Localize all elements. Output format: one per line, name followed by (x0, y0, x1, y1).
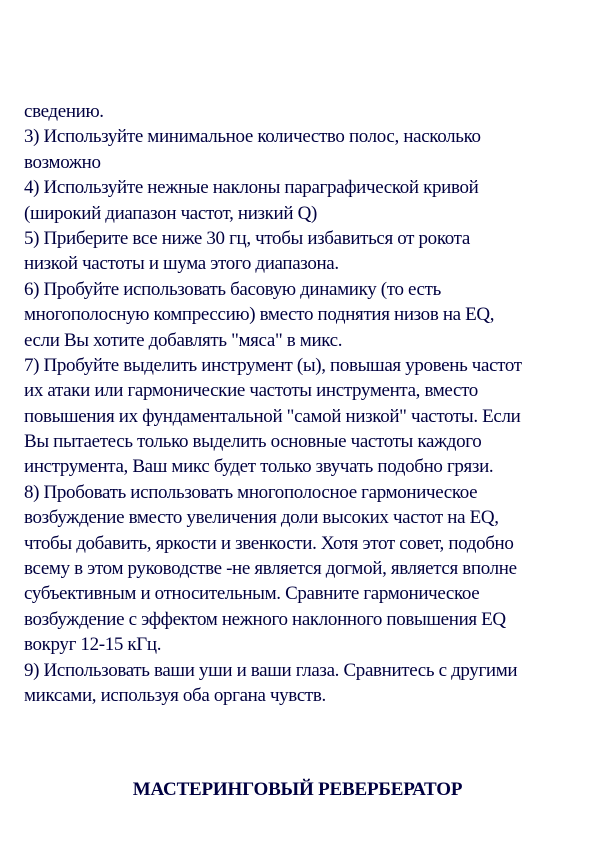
text-line: 5) Приберите все ниже 30 гц, чтобы избавиться от рокота (24, 227, 470, 249)
text-line: всему в этом руководстве -не является догмой, является вполне (24, 558, 517, 580)
text-line: возбуждение вместо увеличения доли высоких частот на EQ, (24, 507, 499, 529)
text-line: миксами, используя оба органа чувств. (24, 684, 326, 706)
section-heading: МАСТЕРИНГОВЫЙ РЕВЕРБЕРАТОР (132, 779, 463, 800)
text-line: чтобы добавить, яркости и звенкости. Хотя этот совет, подобно (24, 532, 514, 554)
text-line: 8) Пробовать использовать многополосное гармоническое (24, 481, 478, 503)
text-line: возбуждение с эффектом нежного наклонного повышения EQ (24, 608, 506, 630)
text-line: возможно (24, 151, 101, 173)
text-line: сведению. (24, 101, 104, 122)
body-text (24, 99, 584, 708)
text-line: 3) Используйте минимальное количество полос, насколько (24, 126, 481, 148)
text-line: их атаки или гармонические частоты инструмента, вместо (24, 380, 478, 402)
text-line: низкой частоты и шума этого диапазона. (24, 253, 339, 275)
text-line: повышения их фундаментальной "самой низкой" частоты. Если (24, 405, 521, 427)
text-line: инструмента, Ваш микс будет только звучать подобно грязи. (24, 456, 494, 478)
text-line: Вы пытаетесь только выделить основные частоты каждого (24, 431, 482, 453)
text-line: вокруг 12-15 кГц. (24, 634, 162, 656)
text-line: субъективным и относительным. Сравните гармоническое (24, 583, 480, 605)
text-line: если Вы хотите добавлять "мяса" в микс. (24, 329, 343, 351)
text-line: 4) Используйте нежные наклоны параграфической кривой (24, 177, 479, 199)
text-line: 6) Пробуйте использовать басовую динамику (то есть (24, 278, 441, 300)
text-line: многополосную компрессию) вместо поднятия низов на EQ, (24, 304, 495, 326)
text-line: 9) Использовать ваши уши и ваши глаза. Сравнитесь с другими (24, 659, 518, 681)
text-line: (широкий диапазон частот, низкий Q) (24, 202, 317, 224)
text-line: 7) Пробуйте выделить инструмент (ы), повышая уровень частот (24, 354, 522, 376)
